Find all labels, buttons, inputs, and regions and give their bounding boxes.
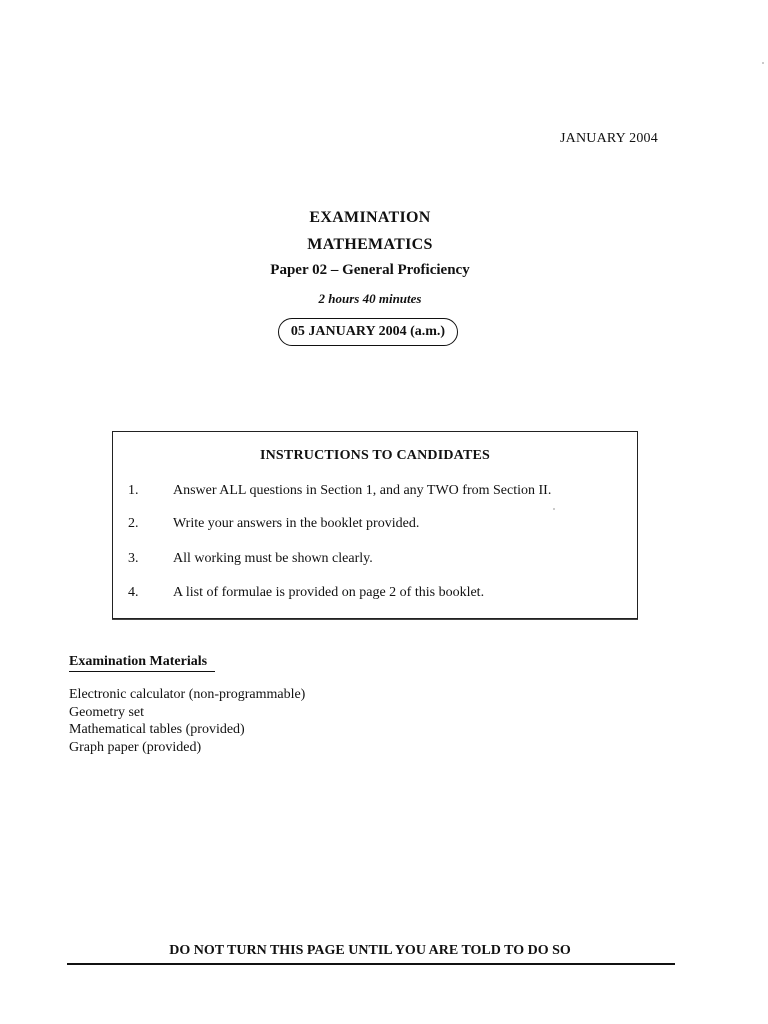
instruction-text: All working must be shown clearly. <box>173 551 373 566</box>
scan-speck <box>553 508 555 510</box>
document-date: JANUARY 2004 <box>560 131 658 146</box>
instruction-text: Answer ALL questions in Section 1, and any TWO from Section II. <box>173 483 552 498</box>
subject-title: MATHEMATICS <box>307 236 433 253</box>
materials-item: Graph paper (provided) <box>69 739 202 755</box>
footer-notice: DO NOT TURN THIS PAGE UNTIL YOU ARE TOLD TO DO SO <box>169 943 571 958</box>
materials-item: Electronic calculator (non-programmable) <box>69 687 306 702</box>
materials-item: Mathematical tables (provided) <box>69 722 245 737</box>
instruction-number: 3. <box>128 551 139 566</box>
instructions-heading: INSTRUCTIONS TO CANDIDATES <box>259 448 491 463</box>
footer-rule <box>67 963 675 965</box>
instructions-box-shadow-line <box>112 619 638 620</box>
scan-speck <box>762 62 764 64</box>
instruction-number: 2. <box>128 516 139 531</box>
instruction-number: 4. <box>128 585 139 600</box>
paper-title: Paper 02 – General Proficiency <box>270 262 470 278</box>
exam-date-badge: 05 JANUARY 2004 (a.m.) <box>278 318 458 346</box>
instruction-text: Write your answers in the booklet provided. <box>173 516 420 531</box>
materials-heading: Examination Materials <box>69 654 208 669</box>
instruction-number: 1. <box>128 483 139 498</box>
materials-item: Geometry set <box>69 704 145 720</box>
instruction-text: A list of formulae is provided on page 2 of this booklet. <box>173 585 485 600</box>
materials-heading-underline <box>69 671 215 672</box>
materials-list <box>69 686 305 756</box>
exam-duration: 2 hours 40 minutes <box>318 291 422 306</box>
exam-heading: EXAMINATION <box>309 209 431 226</box>
